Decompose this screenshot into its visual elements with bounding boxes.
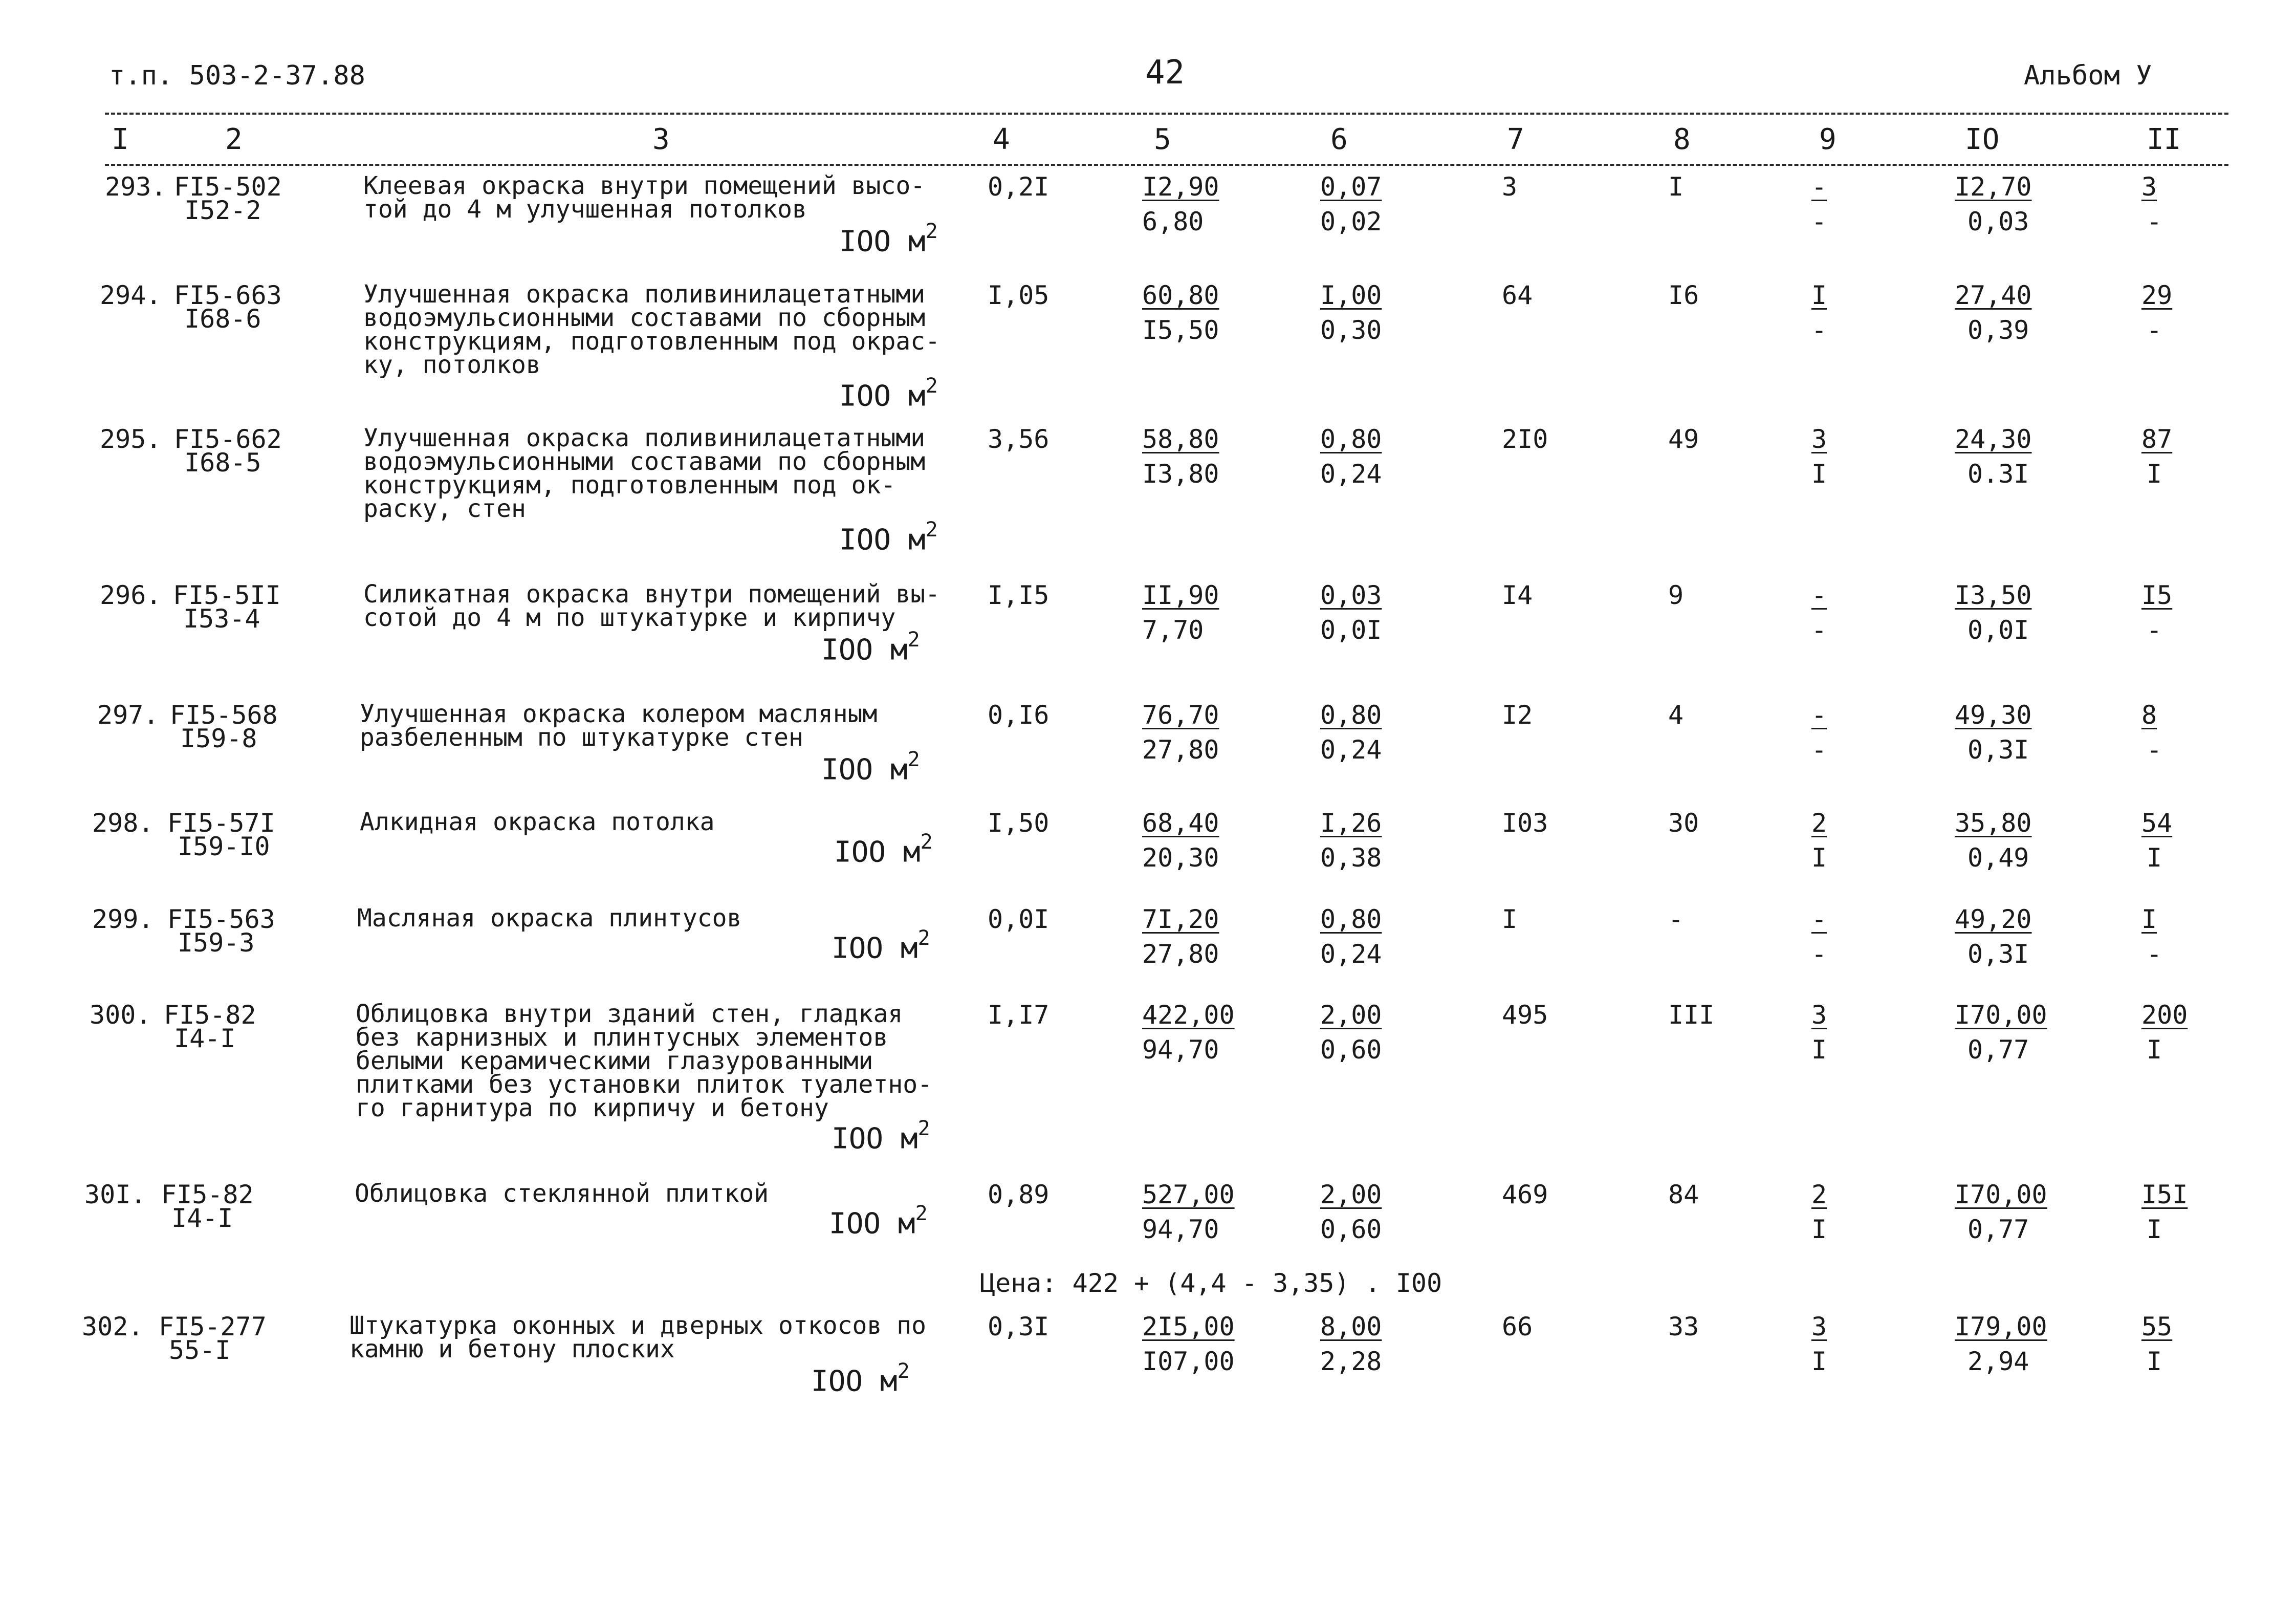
- norm-subcode: I53-4: [183, 604, 260, 634]
- norm-subcode: I59-I0: [178, 832, 270, 861]
- measure-unit-exponent: 2: [925, 220, 938, 243]
- measure-unit-text: IOO м: [811, 1365, 898, 1398]
- machine-wages: 0,24: [1320, 735, 1382, 765]
- norm-subcode: I4-I: [171, 1203, 233, 1233]
- machine-wages: 0,38: [1320, 843, 1382, 873]
- unit-cost-total: 527,00: [1142, 1180, 1235, 1209]
- measure-unit: [839, 220, 938, 258]
- machine-cost: I,00: [1320, 280, 1382, 310]
- unit-cost-wages: 7,70: [1142, 615, 1204, 645]
- page-number: 42: [1145, 54, 1185, 92]
- machine-cost: 2,00: [1320, 1180, 1382, 1209]
- labor-per-unit-machinist: 0,03: [1967, 207, 2029, 236]
- unit-cost-total: 422,00: [1142, 1000, 1235, 1030]
- labor-per-unit-machinist: 0,3I: [1967, 939, 2029, 969]
- column-header-3: 3: [652, 123, 670, 156]
- labor-total-machinist: I: [2147, 843, 2162, 873]
- quantity: 0,3I: [988, 1312, 1049, 1341]
- total-cost: 3: [1502, 172, 1518, 202]
- row-number: 299.: [92, 904, 154, 934]
- total-cost: 469: [1502, 1180, 1548, 1209]
- labor-per-unit-machinist: 0,39: [1967, 315, 2029, 345]
- machine-total-wages: I: [1811, 459, 1827, 489]
- total-wages: 49: [1668, 424, 1699, 454]
- labor-total: I: [2141, 904, 2157, 934]
- machine-total: -: [1811, 172, 1827, 202]
- labor-per-unit: 27,40: [1955, 280, 2032, 310]
- labor-total: 3: [2141, 172, 2157, 202]
- machine-cost: 2,00: [1320, 1000, 1382, 1030]
- norm-code: FI5-563: [167, 904, 275, 934]
- unit-cost-wages: 94,70: [1142, 1215, 1219, 1244]
- labor-total-machinist: -: [2147, 939, 2162, 969]
- measure-unit: [821, 748, 920, 787]
- labor-per-unit-machinist: 0,77: [1967, 1035, 2029, 1065]
- unit-cost-total: 60,80: [1142, 280, 1219, 310]
- total-cost: I03: [1502, 808, 1548, 838]
- column-header-4: 4: [993, 123, 1010, 156]
- labor-per-unit: 49,30: [1955, 700, 2032, 730]
- unit-cost-wages: 20,30: [1142, 843, 1219, 873]
- norm-code: FI5-5II: [173, 580, 281, 610]
- norm-subcode: I68-6: [184, 304, 261, 334]
- measure-unit-text: IOO м: [821, 753, 908, 787]
- measure-unit-exponent: 2: [925, 374, 938, 398]
- labor-total: 200: [2141, 1000, 2188, 1030]
- unit-cost-total: 68,40: [1142, 808, 1219, 838]
- labor-total: 29: [2141, 280, 2173, 310]
- column-header-5: 5: [1154, 123, 1171, 156]
- measure-unit-text: IOO м: [834, 835, 921, 869]
- machine-wages: 0,60: [1320, 1215, 1382, 1244]
- norm-code: FI5-662: [174, 424, 282, 454]
- machine-total-wages: I: [1811, 1035, 1827, 1065]
- measure-unit-exponent: 2: [917, 926, 930, 950]
- unit-cost-wages: 6,80: [1142, 207, 1204, 236]
- labor-per-unit: 24,30: [1955, 424, 2032, 454]
- quantity: 3,56: [988, 424, 1049, 454]
- norm-subcode: I59-8: [180, 724, 257, 753]
- quantity: 0,0I: [988, 904, 1049, 934]
- labor-total-machinist: -: [2147, 315, 2162, 345]
- machine-wages: 0,30: [1320, 315, 1382, 345]
- work-description: Клеевая окраска внутри помещений высо- той до 4 м улучшенная потолков: [363, 171, 926, 224]
- row-number: 293.: [105, 172, 167, 202]
- norm-code: FI5-57I: [167, 808, 275, 838]
- row-number: 298.: [92, 808, 154, 838]
- row-number: 300.: [90, 1000, 151, 1030]
- total-cost: 66: [1502, 1312, 1533, 1341]
- measure-unit-text: IOO м: [829, 1207, 915, 1241]
- labor-per-unit: I70,00: [1955, 1000, 2047, 1030]
- measure-unit: [839, 518, 938, 557]
- labor-total-machinist: -: [2147, 615, 2162, 645]
- labor-per-unit: I2,70: [1955, 172, 2032, 202]
- machine-total: -: [1811, 904, 1827, 934]
- labor-per-unit: I70,00: [1955, 1180, 2047, 1209]
- unit-cost-wages: I07,00: [1142, 1347, 1235, 1376]
- row-number: 295.: [100, 424, 162, 454]
- unit-cost-wages: I3,80: [1142, 459, 1219, 489]
- norm-code: FI5-568: [170, 700, 278, 730]
- norm-subcode: I4-I: [174, 1024, 236, 1053]
- unit-cost-total: II,90: [1142, 580, 1219, 610]
- machine-total: 2: [1811, 808, 1827, 838]
- row-number: 30I.: [84, 1180, 146, 1209]
- labor-total: 8: [2141, 700, 2157, 730]
- work-description: Масляная окраска плинтусов: [357, 904, 742, 933]
- total-wages: I: [1668, 172, 1684, 202]
- norm-code: FI5-82: [161, 1180, 254, 1209]
- unit-cost-total: 58,80: [1142, 424, 1219, 454]
- total-wages: 9: [1668, 580, 1684, 610]
- labor-per-unit: I3,50: [1955, 580, 2032, 610]
- quantity: I,I7: [988, 1000, 1049, 1030]
- labor-per-unit-machinist: 0,77: [1967, 1215, 2029, 1244]
- work-description: Улучшенная окраска колером масляным разбеленным по штукатурке стен: [360, 700, 878, 752]
- machine-cost: I,26: [1320, 808, 1382, 838]
- total-cost: I: [1502, 904, 1518, 934]
- norm-subcode: I52-2: [184, 196, 261, 225]
- machine-total-wages: -: [1811, 939, 1827, 969]
- labor-total-machinist: -: [2147, 207, 2162, 236]
- labor-total: 55: [2141, 1312, 2173, 1341]
- machine-total-wages: -: [1811, 735, 1827, 765]
- labor-total: 87: [2141, 424, 2173, 454]
- measure-unit-text: IOO м: [832, 1122, 918, 1156]
- labor-per-unit: 35,80: [1955, 808, 2032, 838]
- total-wages: 84: [1668, 1180, 1699, 1209]
- measure-unit-text: IOO м: [832, 932, 918, 965]
- row-number: 294.: [100, 280, 162, 310]
- machine-cost: 8,00: [1320, 1312, 1382, 1341]
- machine-wages: 0,24: [1320, 459, 1382, 489]
- measure-unit: [811, 1359, 910, 1398]
- column-header-8: 8: [1673, 123, 1691, 156]
- labor-total-machinist: I: [2147, 1347, 2162, 1376]
- machine-total-wages: -: [1811, 207, 1827, 236]
- row-number: 296.: [100, 580, 162, 610]
- header-bottom-rule: [105, 164, 2228, 166]
- labor-total: I5: [2141, 580, 2173, 610]
- machine-cost: 0,80: [1320, 700, 1382, 730]
- row-number: 302.: [82, 1312, 144, 1341]
- unit-cost-total: 2I5,00: [1142, 1312, 1235, 1341]
- quantity: 0,2I: [988, 172, 1049, 202]
- measure-unit-exponent: 2: [907, 628, 920, 652]
- work-description: Облицовка стеклянной плиткой: [355, 1179, 769, 1208]
- machine-total: -: [1811, 700, 1827, 730]
- unit-cost-wages: I5,50: [1142, 315, 1219, 345]
- quantity: I,I5: [988, 580, 1049, 610]
- norm-subcode: I59-3: [178, 928, 255, 958]
- total-wages: I6: [1668, 280, 1699, 310]
- measure-unit-exponent: 2: [920, 830, 933, 854]
- unit-cost-wages: 27,80: [1142, 735, 1219, 765]
- total-wages: 33: [1668, 1312, 1699, 1341]
- machine-total: -: [1811, 580, 1827, 610]
- norm-subcode: I68-5: [184, 448, 261, 478]
- measure-unit: [839, 374, 938, 413]
- machine-total: I: [1811, 280, 1827, 310]
- measure-unit-text: IOO м: [839, 225, 926, 258]
- machine-wages: 0,0I: [1320, 615, 1382, 645]
- labor-total-machinist: -: [2147, 735, 2162, 765]
- column-header-7: 7: [1507, 123, 1524, 156]
- labor-per-unit-machinist: 0,3I: [1967, 735, 2029, 765]
- measure-unit-exponent: 2: [897, 1359, 910, 1383]
- quantity: I,05: [988, 280, 1049, 310]
- unit-cost-wages: 27,80: [1142, 939, 1219, 969]
- total-cost: 2I0: [1502, 424, 1548, 454]
- measure-unit-exponent: 2: [925, 518, 938, 542]
- unit-cost-total: 7I,20: [1142, 904, 1219, 934]
- row-number: 297.: [97, 700, 159, 730]
- norm-code: FI5-663: [174, 280, 282, 310]
- column-header-1: I: [112, 123, 129, 156]
- total-cost: 495: [1502, 1000, 1548, 1030]
- work-description: Алкидная окраска потолка: [360, 808, 715, 836]
- labor-per-unit-machinist: 0.3I: [1967, 459, 2029, 489]
- measure-unit-exponent: 2: [907, 748, 920, 771]
- total-wages: III: [1668, 1000, 1715, 1030]
- quantity: I,50: [988, 808, 1049, 838]
- labor-total-machinist: I: [2147, 1215, 2162, 1244]
- total-cost: 64: [1502, 280, 1533, 310]
- work-description: Силикатная окраска внутри помещений вы- сотой до 4 м по штукатурке и кирпичу: [363, 580, 941, 632]
- price-note: Цена: 422 + (4,4 - 3,35) . I00: [980, 1268, 1442, 1298]
- measure-unit-text: IOO м: [821, 633, 908, 667]
- machine-total-wages: -: [1811, 615, 1827, 645]
- total-wages: -: [1668, 904, 1684, 934]
- total-cost: I2: [1502, 700, 1533, 730]
- labor-per-unit: 49,20: [1955, 904, 2032, 934]
- labor-total: I5I: [2141, 1180, 2188, 1209]
- machine-total: 3: [1811, 1312, 1827, 1341]
- labor-total: 54: [2141, 808, 2173, 838]
- labor-per-unit: I79,00: [1955, 1312, 2047, 1341]
- total-wages: 30: [1668, 808, 1699, 838]
- column-header-2: 2: [225, 123, 243, 156]
- machine-total-wages: I: [1811, 1215, 1827, 1244]
- measure-unit-exponent: 2: [917, 1117, 930, 1140]
- column-header-9: 9: [1819, 123, 1836, 156]
- measure-unit: [829, 1202, 928, 1241]
- norm-subcode: 55-I: [169, 1335, 231, 1365]
- work-description: Штукатурка оконных и дверных откосов по камню и бетону плоских: [349, 1311, 927, 1363]
- labor-per-unit-machinist: 2,94: [1967, 1347, 2029, 1376]
- machine-wages: 2,28: [1320, 1347, 1382, 1376]
- labor-total-machinist: I: [2147, 1035, 2162, 1065]
- quantity: 0,I6: [988, 700, 1049, 730]
- machine-total-wages: I: [1811, 843, 1827, 873]
- norm-code: FI5-277: [159, 1312, 267, 1341]
- machine-total: 2: [1811, 1180, 1827, 1209]
- machine-cost: 0,80: [1320, 424, 1382, 454]
- unit-cost-total: I2,90: [1142, 172, 1219, 202]
- measure-unit-exponent: 2: [915, 1202, 928, 1225]
- column-header-10: IO: [1965, 123, 2000, 156]
- measure-unit: [821, 628, 920, 667]
- machine-cost: 0,03: [1320, 580, 1382, 610]
- total-wages: 4: [1668, 700, 1684, 730]
- labor-per-unit-machinist: 0,49: [1967, 843, 2029, 873]
- header-top-rule: [105, 113, 2228, 115]
- machine-total-wages: -: [1811, 315, 1827, 345]
- document-code: т.п. 503-2-37.88: [109, 60, 365, 91]
- measure-unit: [832, 1117, 930, 1156]
- machine-wages: 0,02: [1320, 207, 1382, 236]
- work-description: Улучшенная окраска поливинилацетатными водоэмульсионными составами по сборным конструкциям, подготовленным под ок- раску, стен: [363, 424, 926, 523]
- column-header-11: II: [2147, 123, 2181, 156]
- norm-code: FI5-82: [164, 1000, 256, 1030]
- machine-total: 3: [1811, 1000, 1827, 1030]
- quantity: 0,89: [988, 1180, 1049, 1209]
- machine-total: 3: [1811, 424, 1827, 454]
- machine-cost: 0,80: [1320, 904, 1382, 934]
- norm-code: FI5-502: [174, 172, 282, 202]
- work-description: Облицовка внутри зданий стен, гладкая без карнизных и плинтусных элементов белыми керамическими глазурованными плитками без установки плиток туалетно- го гарнитура по кирпичу и бетону: [356, 1000, 933, 1122]
- machine-wages: 0,60: [1320, 1035, 1382, 1065]
- machine-wages: 0,24: [1320, 939, 1382, 969]
- total-cost: I4: [1502, 580, 1533, 610]
- column-header-6: 6: [1330, 123, 1348, 156]
- labor-per-unit-machinist: 0,0I: [1967, 615, 2029, 645]
- unit-cost-total: 76,70: [1142, 700, 1219, 730]
- measure-unit-text: IOO м: [839, 523, 926, 557]
- unit-cost-wages: 94,70: [1142, 1035, 1219, 1065]
- work-description: Улучшенная окраска поливинилацетатными водоэмульсионными составами по сборным конструкциям, подготовленным под окрас- ку, потолков: [363, 280, 941, 379]
- measure-unit: [834, 830, 933, 869]
- machine-total-wages: I: [1811, 1347, 1827, 1376]
- labor-total-machinist: I: [2147, 459, 2162, 489]
- album-label: Альбом У: [2024, 60, 2152, 91]
- measure-unit-text: IOO м: [839, 379, 926, 413]
- measure-unit: [832, 926, 930, 965]
- machine-cost: 0,07: [1320, 172, 1382, 202]
